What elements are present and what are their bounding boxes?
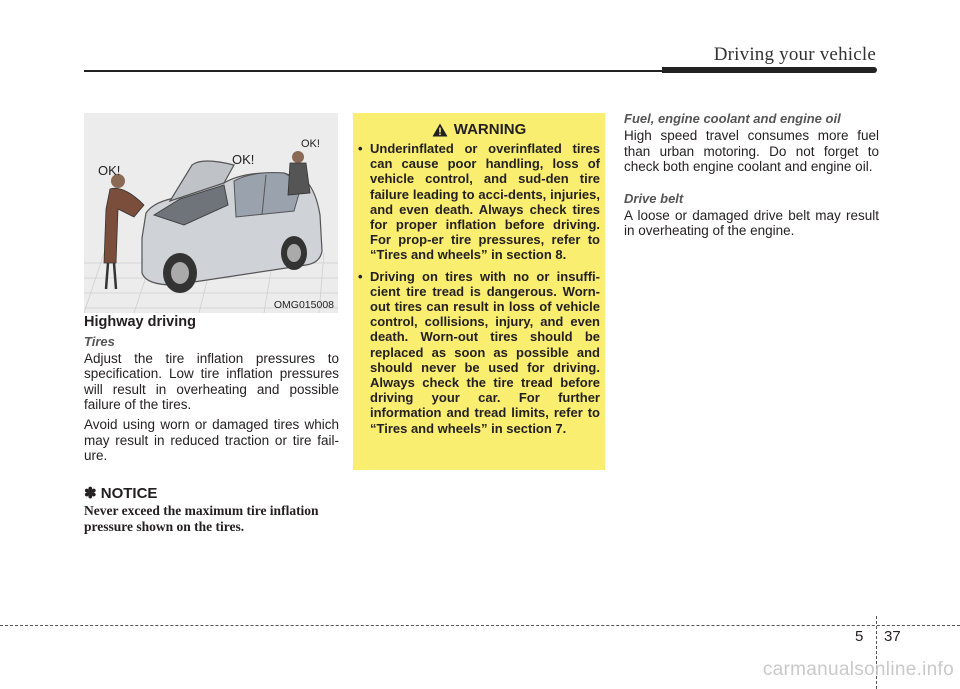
warning-box — [353, 113, 605, 470]
running-header: Driving your vehicle — [713, 44, 876, 65]
fuel-paragraph: High speed travel consumes more fuel than urban motoring. Do not forget to check both engine coolant and engine oil. — [624, 128, 879, 175]
warning-triangle-icon — [432, 123, 448, 137]
warning-list — [358, 141, 600, 436]
ok-label-center: OK! — [232, 152, 255, 167]
tires-paragraph-1: Adjust the tire inflation pressures to specification. Low tire inflation pressures will result in overheating and possible failure of the tires. — [84, 350, 339, 413]
tires-subheading: Tires — [84, 334, 115, 350]
drive-belt-subheading: Drive belt — [624, 190, 684, 206]
car-inspection-figure — [84, 113, 338, 313]
figure-code: OMG015008 — [273, 299, 334, 311]
footer-rule — [0, 625, 960, 626]
notice-text: Never exceed the maximum tire inflation pressure shown on the tires. — [84, 503, 319, 534]
car-illustration — [84, 113, 338, 313]
ok-label-left: OK! — [98, 163, 121, 178]
warning-title: WARNING — [453, 121, 527, 138]
engine-section — [624, 111, 879, 255]
chapter-number: 5 — [855, 628, 864, 645]
tires-paragraph-2: Avoid using worn or damaged tires which may result in reduced traction or tire fail-ure. — [84, 417, 339, 464]
ok-label-right: OK! — [301, 138, 320, 150]
highway-driving-section — [84, 315, 339, 534]
notice-heading: ✽ NOTICE — [84, 484, 158, 502]
header-rule — [84, 70, 662, 72]
page-number: 37 — [884, 628, 901, 645]
drive-belt-paragraph: A loose or damaged drive belt may result in overheating of the engine. — [624, 208, 879, 239]
warning-header — [358, 121, 600, 138]
warning-item-tire-inflation: • Underinflated or overinflated tires can cause poor handling, loss of vehicle control, and sud-den tire failure leading to acci-dents, injuries, and even death. Always check tires for proper inflation before driving. For prop-er tire pressures, refer to “Tires and wheels” in section 8. — [358, 141, 600, 263]
header-rule-tab — [662, 67, 877, 73]
fuel-subheading: Fuel, engine coolant and engine oil — [624, 111, 841, 126]
watermark: carmanualsonline.info — [762, 659, 954, 680]
highway-driving-heading: Highway driving — [84, 314, 196, 330]
warning-item-tire-tread: • Driving on tires with no or insuffi-cient tire tread is dangerous. Worn-out tires can result in loss of vehicle control, collisions, injury, and even death. Worn-out tires should be replaced as soon as possible and should never be used for driving. Always check the tire tread before driving your car. For further information and tread limits, refer to “Tires and wheels” in section 7. — [358, 269, 600, 436]
